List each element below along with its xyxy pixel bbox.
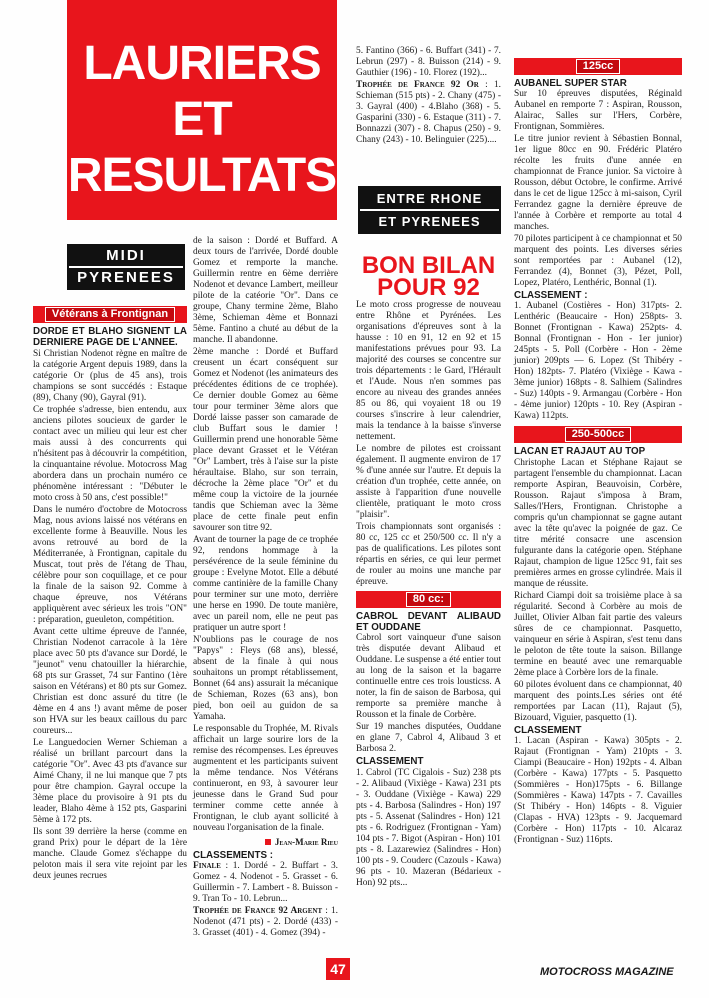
- paragraph: Dans le numéro d'octobre de Motocross Mag, nous avions laissé nos vétérans en excellente forme à Beauville. Nous les avons retrouvé au bord de la Méditerranée, à Frontignan, capitale du Muscat, tout près de l'étang de Thau, célèbre pour son coquillage, et ce pour la finale de la saison 92. Comme à chaque épreuve, nos Vétérans appliquèrent avec sérieux les trois "ON" : préparation, gueuleton, compétition.: [33, 505, 187, 626]
- classement-title: CLASSEMENT: [356, 756, 424, 768]
- author-signature: [193, 837, 338, 848]
- author-name: Jean-Marie Rieu: [274, 837, 338, 847]
- classement-125cc: 1. Aubanel (Costières - Hon) 317pts- 2. Lenthéric (Beaucaire - Hon) 258pts- 3. Bonnet (Frontignan - Kawa) 252pts- 4. Bonnal (Frontignan - Hon - 1er junior) 245pts - 5. Poll (Corbère - Hon - 2ème junior) 209pts — 6. Lopez (St Thibéry - Hon) 182pts- 7. Platéro (Vixiège - Kawa - 3ème junior) 168pts - 8. Salhiem (Salindres - Suz) 140pts - 9. Armangau (Corbère - Hon - 4ème junior) 120pts - 10. Rey (Aspiran - Kawa) 112pts.: [514, 301, 682, 422]
- section-bar-80cc: [356, 591, 501, 608]
- headline-line: POUR 92: [377, 274, 480, 301]
- argent-results: [193, 906, 338, 939]
- classement-250-500cc: 1. Lacan (Aspiran - Kawa) 305pts - 2. Rajaut (Frontignan - Yam) 210pts - 3. Ciampi (Beaucaire - Hon) 192pts - 4. Alban (Corbère - Kawa) 177pts - 5. Pasquetto (Sommières - Hon)175pts - 6. Billange (Sommières - Kawa) 147pts - 7. Cavailles (St Thibéry - Hon) 146pts - 8. Viguier (Clapas - HVA) 123pts - 9. Jacquemard (Corbère - Hon) 117pts - 10. Alcaraz (Frontignan - Suz) 116pts.: [514, 735, 682, 845]
- headline-cabrol: CABROL DEVANT ALIBAUD ET OUDDANE: [356, 610, 501, 634]
- region-bottom: PYRENEES: [69, 266, 183, 288]
- paragraph: 60 pilotes évoluent dans ce championnat, 40 marquent des points.Les séries ont été remportées par Lacan (11), Rajaut (5), Bizouard, Viguier, pasquetto (1).: [514, 679, 682, 723]
- argent-continued: 5. Fantino (366) - 6. Buffart (341) - 7. Lebrun (297) - 8. Buisson (214) - 9. Gauthier (196) - 10. Florez (192)...: [356, 46, 501, 78]
- section-bar-label: 250-500cc: [565, 427, 632, 442]
- title-line-2: ET: [172, 93, 232, 146]
- finale-label: Finale: [193, 860, 221, 871]
- paragraph: Trois championnats sont organisés : 80 cc, 125 cc et 250/500 cc. Il n'y a pas de qualifications. Les pilotes sont répartis en séries, ce qui leur permet de rouler au moins une manche par épreuve.: [356, 522, 501, 587]
- paragraph: Le titre junior revient à Sébastien Bonnal, 1er ligue 80cc en 90. Frédéric Platéro récolte les fruits d'une année en championnat de France junior. Sa victoire à Rousson, début Octobre, le confirme. Arrivé dans le cet de ligue 125cc à mi-saison, Cyril Ferrandez gagne la dernière épreuve de l'année à Corbère et remporte au total 4 manches.: [514, 134, 682, 233]
- signature-square-icon: [265, 839, 271, 845]
- paragraph: Le nombre de pilotes est croissant également. Il augmente environ de 17 % d'une année sur l'autre. Et depuis la création d'un trophée, cette année, on assiste à l'apparition d'une nouvelle clientèle, pratiquant le moto cross "plaisir".: [356, 444, 501, 520]
- finale-results: [193, 861, 338, 905]
- classements-title: CLASSEMENTS :: [193, 849, 274, 861]
- classement-title: CLASSEMENT: [514, 724, 582, 736]
- or-text: : 1. Schieman (515 pts) - 2. Chany (475) - 3. Gayral (400) - 4.Blaho (368) - 5. Gasparini (330) - 6. Estaque (311) - 7. Bonnazzi (307) - 8. Chapus (250) - 9. Chany (243) - 10. Belinguier (225)....: [356, 80, 502, 145]
- magazine-name: MOTOCROSS MAGAZINE: [540, 966, 674, 978]
- headline-bon-bilan: [356, 252, 501, 301]
- section-bar-veterans: [33, 306, 187, 323]
- section-bar-label: 80 cc:: [406, 592, 451, 607]
- headline-aubanel: AUBANEL SUPER STAR: [514, 77, 627, 89]
- title-line-3: RESULTATS: [67, 149, 337, 202]
- or-results: [356, 80, 501, 146]
- argent-label: Trophée de France 92 Argent: [193, 905, 323, 916]
- paragraph: Ce trophée s'adresse, bien entendu, aux anciens pilotes soucieux de garder le contact avec un milieu qui leur est cher mais aussi à des concurrents qui n'hésitent pas à découvrir la compétition, la cinquantaine révolue. Motocross Mag abordera dans un prochain numéro ce phénomène intéressant : "Débuter le moto cross à 50 ans, c'est possible!": [33, 405, 187, 504]
- paragraph: Richard Ciampi doit sa troisième place à sa régularité. Second à Corbère au mois de Juillet, Olivier Alban fait partie des valeurs sûres de ce championnat. Pasquetto, vainqueur en série à Aspiran, s'est tenu dans le peloton de tête toute la saison. Billange termine en beauté avec une remarquable 2ème place à Corbère lors de la finale.: [514, 590, 682, 678]
- headline-line: BON BILAN: [361, 252, 496, 279]
- paragraph: Le moto cross progresse de nouveau entre Rhône et Pyrénées. Les organisations d'épreuves sont à la hausse : 10 en 91, 12 en 92 et 15 manifestations prévues pour 93. La majorité des courses se concentre sur trois départements : le Gard, l'Hérault et l'Aude. Nous n'en sommes pas encore au niveau des grandes années 85 ou 86, qui voyaient 18 ou 19 courses s'inscrire à leur calendrier, mais la tendance à la baisse s'inverse nettement.: [356, 300, 501, 442]
- paragraph: 2ème manche : Dordé et Buffard creusent un écart conséquent sur Gomez et Nodenot (les animateurs des précédentes éditions de ce trophée). Ce dernier double Gomez au 6ème tour pour terminer 3ème alors que Dordé laisse passer son camarade de club Buffart sous le damier ! Guillermin prend une honorable 5ème place devant Grasset et le Vétéran "Or" Lambert, très à l'aise sur la piste héraultaise. Blaho, sur son terrain, décroche la 2ème place "Or" et du même coup la victoire de la journée tandis que Schieman avec la 3ème place de cette finale peut enfin savourer son titre 92.: [193, 347, 339, 533]
- region-entre-rhone-pyrenees: [358, 186, 501, 234]
- argent-text: : 1. Nodenot (471 pts) - 2. Dordé (433) - 3. Grasset (401) - 4. Gomez (394) -: [193, 905, 338, 938]
- paragraph: Sur 10 épreuves disputées, Réginald Aubanel en remporte 7 : Aspiran, Rousson, Alairac, Salles sur l'Hers, Corbère, Frontignan, Sommières.: [514, 89, 682, 133]
- paragraph: Christophe Lacan et Stéphane Rajaut se partagent l'ensemble du championnat. Lacan remporte Aspiran, Beauvoisin, Corbère, Rousson. Rajaut s'imposa à Bram, Salles/l'Hers, Frontignan. Christophe a compris qu'un championnat se gagne autant avec la tête qu'avec la poignée de gaz. Ce titre mérité consacre une ascension fulgurante dans la catégorie open. Stéphane Rajaut, champion de ligue 125cc 91, fait ses premières armes en grosse cylindrée. Mais il manque de réussite.: [514, 457, 682, 589]
- section-bar-125cc: [514, 58, 682, 75]
- region-midi-pyrenees: [67, 244, 185, 290]
- column-1: [33, 306, 187, 883]
- section-bar-label: 125cc: [576, 59, 621, 74]
- finale-text: : 1. Dordé - 2. Buffart - 3. Gomez - 4. Nodenot - 5. Grasset - 6. Guillermin - 7. Lambert - 8. Buisson - 9. Tran To - 10. Lebrun...: [193, 860, 338, 904]
- paragraph: Avant de tourner la page de ce trophée 92, rendons hommage à la persévérence de la seule féminine du groupe : Evelyne Motot. Elle a débuté comme cantinière de la famille Chany pour terminer sur une moto, derrière une herse en 1990. De toute manière, avec un pareil nom, elle ne peut pas pratiquer un autre sport !: [193, 535, 338, 633]
- paragraph: Ils sont 39 derrière la herse (comme en grand Prix) pour le départ de la 1ère manche. Claude Gomez s'échappe du peloton mais il sera vite rejoint par les deux jeunes recrues: [33, 827, 187, 882]
- paragraph: Cabrol sort vainqueur d'une saison très disputée devant Alibaud et Ouddane. Le suspense a été entier tout au long de la saison et la bagarre continuelle entre ces trois lousticss. A noter, la fin de saison de Barbosa, qui remporte sa première manche à Rousson et la finale de Corbère.: [356, 633, 501, 721]
- paragraph: Le Languedocien Werner Schieman a réalisé un brillant parcourt dans la catégorie "Or". Avec 43 pts d'avance sur Aimé Chany, il ne lui manque que 7 pts pour être champion. Gayral occupe la 3ème place du provisoire à 91 pts du leader, Blaho 4ème à 152 pts, Gasparini 5ème à 172 pts.: [33, 738, 187, 826]
- column-3: [356, 46, 501, 147]
- column-3-body: [356, 300, 501, 890]
- region-top: MIDI: [106, 247, 146, 264]
- region-top: ENTRE RHONE: [376, 191, 483, 206]
- classement-80cc: 1. Cabrol (TC Cigalois - Suz) 238 pts - 2. Alibaud (Vixiège - Kawa) 231 pts - 3. Ouddane (Vixiège - Kawa) 229 pts - 4. Barbosa (Salindres - Hon) 197 pts - 5. Assenat (Salindres - Hon) 121 pts - 6. Rodriguez (Frontignan - Yam) 104 pts - 7. Bigot (Aspiran - Hon) 101 pts - 8. Lazarewiez (Salindres - Hon) 100 pts - 9. Couderc (Cazouls - Kawa) 96 pts - 10. Mazeran (Bédarieux - Hon) 92 pts...: [356, 767, 501, 888]
- paragraph: Si Christian Nodenot règne en maître de la catégorie Argent depuis 1989, dans la catégorie Or (plus de 45 ans), trois champions se sont succédés : Estaque (89), Chany (90), Gayral (91).: [33, 349, 187, 404]
- paragraph: Avant cette ultime épreuve de l'année, Christian Nodenot carracole à la 1ère place avec 50 pts d'avance sur Dordé, le "jeunot" venu chatouiller la hiérarchie, 68 pts sur Grasset, 74 sur Fantino (1ère saison en Vétérans) et 80 pts sur Gomez. Christian est donc assuré du titre (le 4ème en 4 ans !) avant même de poser son HVA sur les beaux caillous du parc coureurs...: [33, 627, 187, 737]
- paragraph: de la saison : Dordé et Buffard. A deux tours de l'arrivée, Dordé double Gomez et remporte la manche. Guillermin rentre en 6ème derrière Nodenot et devance Lambert, meilleur pilote de la catéorie "Or". Dans ce groupe, Chany termine 2ème, Blaho 3ème, Schieman 4ème et Bonnazi 5ème. Fantino a chuté au début de la manche. Il abandonne.: [193, 236, 338, 345]
- section-bar-label: Vétérans à Frontignan: [45, 307, 175, 322]
- paragraph: Sur 19 manches disputées, Ouddane en glane 7, Cabrol 4, Alibaud 3 et Barbosa 2.: [356, 722, 501, 755]
- column-2: [193, 236, 338, 940]
- title-block: [67, 0, 337, 220]
- or-label: Trophée de France 92 Or: [356, 80, 479, 90]
- paragraph: N'oublions pas le courage de nos "Papys" : Fleys (68 ans), blessé, absent de la finale à qui nous souhaitons un prompt rétablissement, Bonnet (64 ans) assurait la mécanique de Schieman, Rozes (63 ans), bon pied, bon oeil au guidon de sa Yamaha.: [193, 635, 338, 722]
- section-bar-250-500cc: [514, 426, 682, 443]
- region-bottom: ET PYRENEES: [360, 209, 499, 232]
- title-line-1: LAURIERS: [83, 37, 321, 90]
- paragraph: Le responsable du Trophée, M. Rivals affichait un large sourire lors de la remise des récompenses. Les épreuves augmentent et les participants suivent la même tendance. Nos Vétérans continueront, en 93, à savourer leur jeunesse dans le Grand Sud pour terminer comme cette année à Frontignan, le club ayant sollicité à nouveau l'organisation de la finale.: [193, 724, 338, 833]
- paragraph: 70 pilotes participent à ce championnat et 50 marquent des points. Les diverses séries sont remportées par : Aubanel (12), Ferrandez (4), Bonnet (3), Pézet, Poll, Lopez, Platéro, Lenthéric, Bonnal (1).: [514, 234, 682, 289]
- classement-title: CLASSEMENT :: [514, 290, 588, 302]
- headline-dorde-blaho: DORDE ET BLAHO SIGNENT LA DERNIERE PAGE DE L'ANNEE.: [33, 325, 187, 349]
- column-4: [514, 58, 682, 847]
- page-number: 47: [326, 958, 350, 980]
- headline-lacan-rajaut: LACAN ET RAJAUT AU TOP: [514, 446, 646, 458]
